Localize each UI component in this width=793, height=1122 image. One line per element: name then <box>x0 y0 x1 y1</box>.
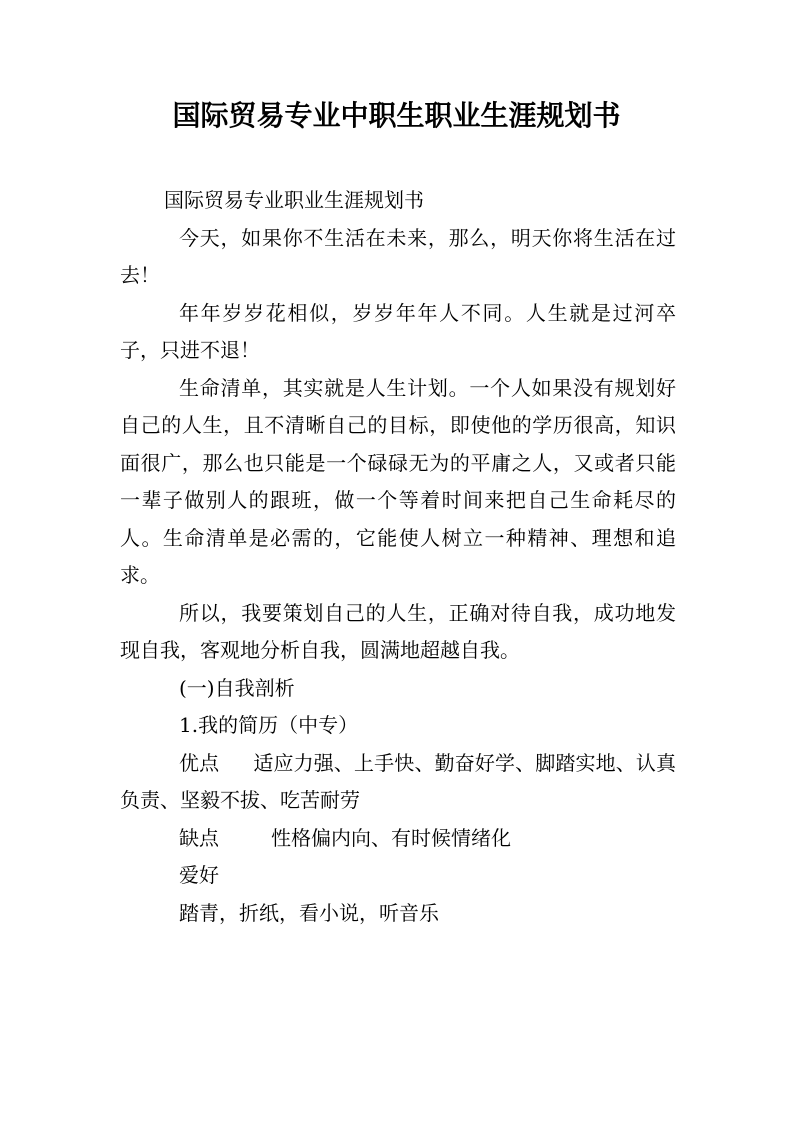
hobbies-text: 踏青，折纸，看小说，听音乐 <box>179 900 439 925</box>
sub-heading: 1.我的简历（中专） <box>179 713 359 737</box>
weaknesses-item <box>120 820 676 858</box>
paragraph-1: 今天，如果你不生活在未来，那么，明天你将生活在过去！ <box>120 225 676 287</box>
strengths-label: 优点 <box>179 750 220 775</box>
paragraph-4: 所以，我要策划自己的人生，正确对待自我，成功地发现自我，客观地分析自我，圆满地超越自我。 <box>120 600 676 662</box>
strengths-item <box>120 745 676 820</box>
weaknesses-label: 缺点 <box>179 825 219 850</box>
hobbies-label: 爱好 <box>179 863 219 887</box>
section-heading: (一)自我剖析 <box>179 675 295 700</box>
strengths-text: 适应力强、上手快、勤奋好学、脚踏实地、认真负责、坚毅不拔、吃苦耐劳 <box>120 750 677 812</box>
paragraph-2: 年年岁岁花相似，岁岁年年人不同。人生就是过河卒子，只进不退！ <box>120 300 676 362</box>
paragraph-3: 生命清单，其实就是人生计划。一个人如果没有规划好自己的人生，且不清晰自己的目标，即使他的学历很高，知识面很广，那么也只能是一个碌碌无为的平庸之人，又或者只能一辈子做别人的跟班，做一个等着时间来把自己生命耗尽的人。生命清单是必需的，它能使人树立一种精神、理想和追求。 <box>120 375 676 587</box>
document-title: 国际贸易专业中职生职业生涯规划书 <box>172 99 621 132</box>
weaknesses-text: 性格偏内向、有时候情绪化 <box>271 825 511 850</box>
document-subtitle: 国际贸易专业职业生涯规划书 <box>164 188 424 212</box>
document-body <box>120 182 676 932</box>
